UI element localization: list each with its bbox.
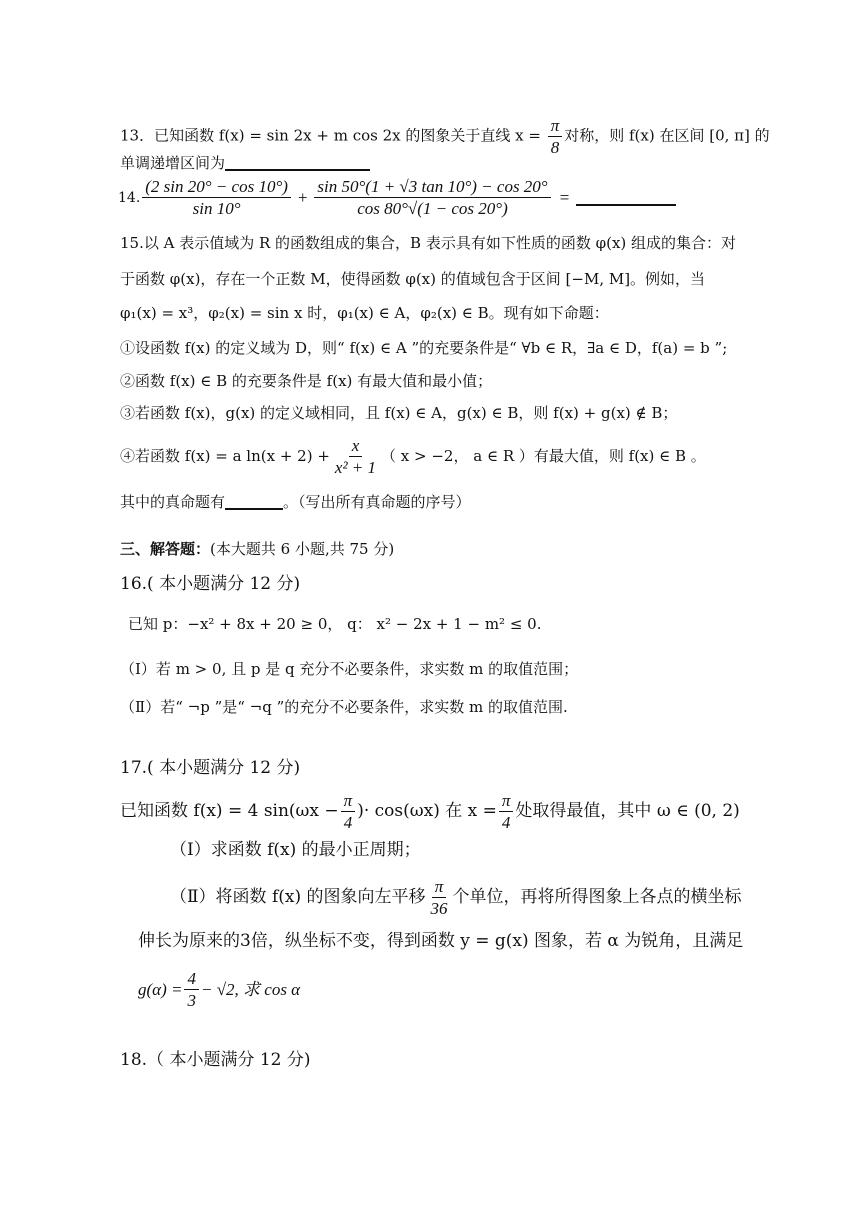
q15-line6: ③若函数 f(x)，g(x) 的定义域相同，且 f(x) ∈ A，g(x) ∈ B，则 f(x) + g(x) ∉ B； xyxy=(120,404,678,422)
q15-line4: ①设函数 f(x) 的定义域为 D，则“ f(x) ∈ A ”的充要条件是“ ∀b ∈ R，∃a ∈ D，f(a) = b ”; xyxy=(120,339,728,357)
q15-line7: ④若函数 f(x) = a ln(x + 2) + $\frac{x}{\text{x² + 1}}$ （ x > −2， a ∈ R ）有最大值，则 f(x) ∈ B 。 xyxy=(120,436,706,477)
q15-line3: φ₁(x) = x³，φ₂(x) = sin x 时，φ₁(x) ∈ A，φ₂(x) ∈ B。现有如下命题： xyxy=(120,304,609,322)
q15-line8: 其中的真命题有 。（写出所有真命题的序号） xyxy=(120,493,471,511)
q17-part2-line1: （Ⅱ）将函数 f(x) 的图象向左平移 $\frac{\pi}{36}$ 个单位，再将所得图象上各点的横坐标 xyxy=(170,877,742,918)
q14-line: 14. $\frac{(2 \sin 20^\circ - \cos 10^\circ)}{\sin 10^\circ}$ + $\frac{\sin 50^\circ(1 + √3 \tan 10^\circ) - \cos 20^\circ}{\cos 80^\circ√(1 - \cos 20^\circ)}$ = xyxy=(118,178,676,217)
q16-head: 16.( 本小题满分 12 分) xyxy=(120,574,301,594)
q13-line2: 单调递增区间为 xyxy=(120,155,370,171)
section3-heading: 三、解答题：(本大题共 6 小题,共 75 分) xyxy=(120,540,395,558)
q17-part2-line2: 伸长为原来的3倍，纵坐标不变，得到函数 y = g(x) 图象，若 α 为锐角，且满足 xyxy=(138,931,744,951)
q17-frac-pi36: $\frac{\pi}{36}$ xyxy=(430,877,448,918)
q16-part1: （Ⅰ）若 m > 0, 且 p 是 q 充分不必要条件，求实数 m 的取值范围； xyxy=(120,660,579,678)
q16-part2: （Ⅱ）若“ ¬p ”是“ ¬q ”的充分不必要条件，求实数 m 的取值范围. xyxy=(120,698,568,716)
q17-frac-pi4-b: $\frac{\pi}{4}$ xyxy=(499,792,514,831)
q17-frac-4-3: $\frac{4}{3}$ xyxy=(184,970,199,1009)
q13-line1: 13．已知函数 f(x) = sin 2x + m cos 2x 的图象关于直线 x = $\frac{\pi}{8}$ 对称，则 f(x) 在区间 [0, π] 的 xyxy=(120,116,770,157)
q14-answer-blank xyxy=(576,190,676,206)
q15-frac: $\frac{x}{\text{x² + 1}}$ xyxy=(334,436,377,477)
q17-part1: （Ⅰ）求函数 f(x) 的最小正周期； xyxy=(170,840,421,860)
q17-given: 已知函数 f(x) = 4 sin(ωx − $\frac{\pi}{4}$ )· cos(ωx) 在 x = $\frac{\pi}{4}$ 处取得最值，其中 ω ∈ (0, 2) xyxy=(120,791,740,832)
q16-given: 已知 p：−x² + 8x + 20 ≥ 0， q： x² − 2x + 1 − m² ≤ 0. xyxy=(128,615,542,633)
q17-frac-pi4-a: $\frac{\pi}{4}$ xyxy=(341,792,356,831)
q15-line5: ②函数 f(x) ∈ B 的充要条件是 f(x) 有最大值和最小值； xyxy=(120,372,493,390)
q17-part2-line3: g(α) = $\frac{4}{3}$ − √2, 求 cos α xyxy=(138,969,301,1010)
q15-answer-blank xyxy=(225,494,283,510)
q14-frac2: $\frac{\sin 50^\circ(1 + √3 \tan 10^\circ) - \cos 20^\circ}{\cos 80^\circ√(1 - \cos 20^\circ)}$ xyxy=(314,178,550,217)
q13-answer-blank xyxy=(225,155,370,171)
q13-frac: $\frac{\pi}{8}$ xyxy=(548,117,563,156)
q18-head: 18.（ 本小题满分 12 分) xyxy=(120,1050,311,1070)
q15-line1: 15.以 A 表示值域为 R 的函数组成的集合，B 表示具有如下性质的函数 φ(x) 组成的集合：对 xyxy=(120,234,737,252)
q14-frac1: $\frac{(2 \sin 20^\circ - \cos 10^\circ)}{\sin 10^\circ}$ xyxy=(142,178,291,217)
q17-head: 17.( 本小题满分 12 分) xyxy=(120,758,301,778)
q15-line2: 于函数 φ(x)，存在一个正数 M，使得函数 φ(x) 的值域包含于区间 [−M, M]。例如，当 xyxy=(120,270,706,288)
